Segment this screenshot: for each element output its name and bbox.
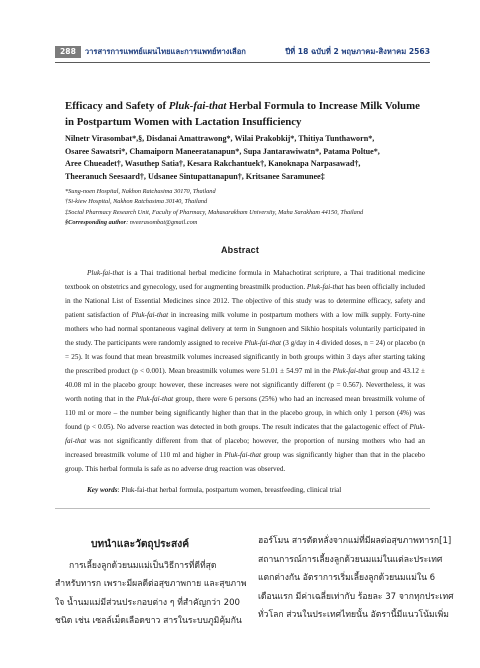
keywords-label: Key words [87, 486, 118, 494]
author-line: Theeranuch Seesaard†, Udsanee Sintupattanapun†, Kritsanee Saramunee‡ [65, 171, 325, 181]
title-herb-name: Pluk-fai-that [168, 100, 227, 112]
body-line: สำหรับทารก เพราะมีผลดีต่อสุขภาพกาย และสุขภาพ [55, 579, 247, 589]
body-line: แตกต่างกัน อัตราการเริ่มเลี้ยงลูกด้วยนมแม่ใน 6 [258, 573, 436, 583]
body-line: สถานการณ์การเลี้ยงลูกด้วยนมแม่ในแต่ละประเทศ [258, 554, 443, 565]
journal-name: วารสารการแพทย์แผนไทยและการแพทย์ทางเลือก [84, 47, 246, 56]
corresponding-email: : nveerasombat@gmail.com [126, 219, 198, 227]
body-line: เดือนแรก มีค่าเฉลี่ยเท่ากับ ร้อยละ 37 จากทุกประเทศ [258, 591, 454, 602]
body-line: ทั่วโลก ส่วนในประเทศไทยนั้น อัตรานี้มีแนวโน้มเพิ่ม [258, 610, 449, 620]
author-list [65, 133, 425, 183]
section-divider [55, 508, 430, 509]
keywords [65, 484, 425, 496]
article-title [65, 98, 425, 130]
affiliation-line: *Sung-noen Hospital, Nakhon Ratchasima 30170, Thailand [65, 188, 216, 195]
body-line: ใจ น้ำนมแม่มีส่วนประกอบต่าง ๆ ที่สำคัญกว่า 200 [55, 597, 241, 608]
abstract-heading: Abstract [220, 245, 260, 255]
author-line: Osaree Sawatsri*, Chamaiporn Maneeratanapun*, Supa Jantarawiwatn*, Patama Poltue*, [65, 146, 380, 156]
author-line: Nilnetr Virasombat*,§, Disdanai Amattrawong*, Wilai Prakobkij*, Thitiya Tunthaworn*, [65, 134, 375, 143]
body-line: การเลี้ยงลูกด้วยนมแม่เป็นวิธีการที่ดีที่สุด [69, 560, 217, 571]
header-divider [55, 62, 430, 63]
body-line: ชนิด เช่น เซลล์เม็ดเลือดขาว สารในระบบภูมิคุ้มกัน [55, 616, 242, 626]
corresponding-author [65, 218, 425, 228]
thai-right-column [258, 532, 454, 625]
title-line-2: in Postpartum Women with Lactation Insufficiency [65, 116, 302, 128]
keywords-value: : Pluk-fai-that herbal formula, postpartum women, breastfeeding, clinical trial [117, 486, 342, 494]
abstract-paragraph: Pluk-fai-that is a Thai traditional herbal medicine formula in Mahachotirat scripture, a Thai traditional medicine textbook on obstetrics and gynecology, used for augmenting breastmilk production. Pluk-fai-that has been officially included in the National List of Essential Medicines since 2012. The objective of this study was to determine efficacy, safety and patient satisfaction of Pluk-fai-that in increasing milk volume in postpartum mothers with a low milk supply. Forty-nine mothers who had normal spontaneous vaginal delivery at term in Sungnoen and Sikhio hospitals voluntarily participated in the study. The participants were randomly assigned to receive Pluk-fai-that (3 g/day in 4 divided doses, n = 24) or placebo (n = 25). It was found that mean breastmilk volumes increased significantly in both groups within 3 days after starting taking the prescribed product (p < 0.001). Mean breastmilk volumes were 51.01 ± 54.97 ml in the Pluk-fai-that group and 43.12 ± 40.08 ml in the placebo group: however, these increases were not significantly different (p = 0.567). Nevertheless, it was worth noting that in the Pluk-fai-that group, there were 6 persons (25%) who had an increased mean breastmilk volume of 110 ml or more – the number being significantly higher than that in the placebo group, in which only 1 person (4%) was found (p < 0.05). No adverse reaction was detected in both groups. The result indicates that the galactogenic effect of Pluk-fai-that was not significantly different from that of placebo; however, the proportion of nursing mothers who had an increased breastmilk volume of 110 ml and higher in Pluk-fai-that group was significantly higher than that in the placebo group. This herbal formula is safe as no adverse drug reaction was observed. [65, 269, 425, 473]
affiliation-line: †Si-kiew Hospital, Nakhon Ratchasima 30140, Thailand [65, 198, 208, 206]
affiliation-line: ‡Social Pharmacy Research Unit, Faculty of Pharmacy, Mahasarakham University, Maha Sarakham 44150, Thailand [65, 208, 364, 216]
title-part: Herbal Formula to Increase Milk Volume [226, 100, 420, 112]
affiliations [65, 187, 425, 229]
body-line: ฮอร์โมน สารตัดหลั่งจากแม่ที่มีผลต่อสุขภาพทารก[1] [258, 536, 452, 546]
abstract-body [65, 266, 425, 476]
page-number: 288 [55, 46, 81, 58]
running-header [55, 45, 430, 59]
title-part: Efficacy and Safety of [65, 100, 169, 112]
issue-info: ปีที่ 18 ฉบับที่ 2 พฤษภาคม-สิงหาคม 2563 [285, 47, 430, 56]
section-heading: บทนำและวัตถุประสงค์ [90, 539, 190, 550]
author-line: Aree Chueadet†, Wasuthep Satia†, Kesara Rakchantuek†, Kanoknapa Narpasawad†, [65, 159, 361, 169]
corresponding-label: §Corresponding author [65, 219, 127, 227]
thai-left-column [55, 536, 247, 631]
